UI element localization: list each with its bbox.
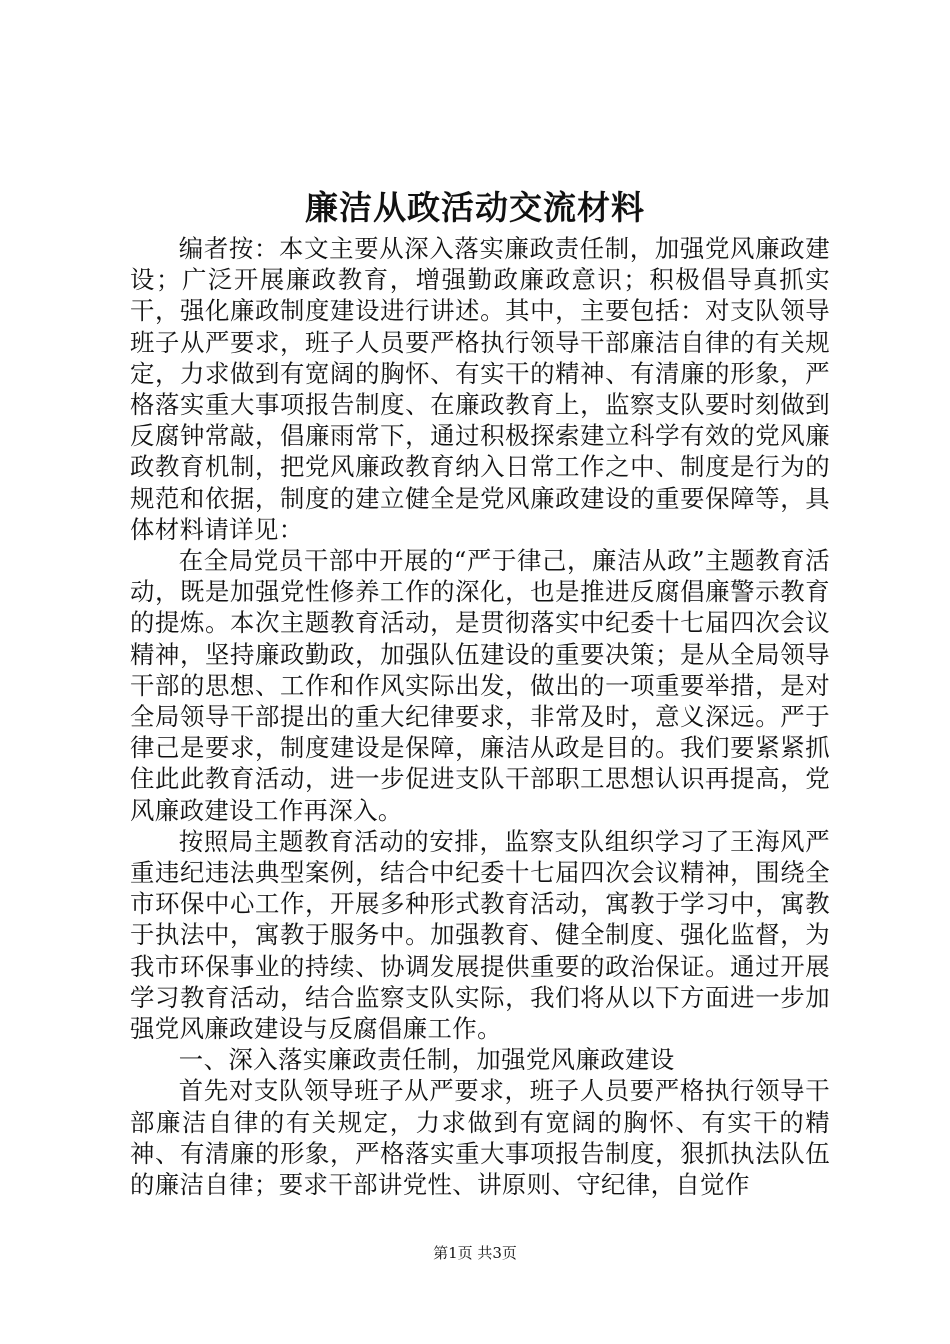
document-title: 廉洁从政活动交流材料 <box>305 188 645 227</box>
section-heading-1: 一、深入落实廉政责任制，加强党风廉政建设 <box>178 1045 675 1075</box>
paragraph-activities: 按照局主题教育活动的安排，监察支队组织学习了王海风严重违纪违法典型案例，结合中纪委十七届四次会议精神，围绕全市环保中心工作，开展多种形式教育活动，寓教于学习中，寓教于执法中，寓教于服务中。加强教育、健全制度、强化监督，为我市环保事业的持续、协调发展提供重要的政治保证。通过开展学习教育活动，结合监察支队实际，我们将从以下方面进一步加强党风廉政建设与反腐倡廉工作。 <box>130 826 830 1044</box>
paragraph-intro: 在全局党员干部中开展的“严于律己，廉洁从政”主题教育活动，既是加强党性修养工作的深化，也是推进反腐倡廉警示教育的提炼。本次主题教育活动，是贯彻落实中纪委十七届四次会议精神，坚持廉政勤政，加强队伍建设的重要决策；是从全局领导干部的思想、工作和作风实际出发，做出的一项重要举措，是对全局领导干部提出的重大纪律要求，非常及时，意义深远。严于律己是要求，制度建设是保障，廉洁从政是目的。我们要紧紧抓住此此教育活动，进一步促进支队干部职工思想认识再提高，党风廉政建设工作再深入。 <box>130 546 830 825</box>
document-body <box>130 233 830 1200</box>
paragraph-section-1: 首先对支队领导班子从严要求，班子人员要严格执行领导干部廉洁自律的有关规定，力求做到有宽阔的胸怀、有实干的精神、有清廉的形象，严格落实重大事项报告制度，狠抓执法队伍的廉洁自律；要求干部讲党性、讲原则、守纪律，自觉作 <box>130 1076 830 1200</box>
paragraph-editor-note: 编者按：本文主要从深入落实廉政责任制，加强党风廉政建设；广泛开展廉政教育，增强勤政廉政意识；积极倡导真抓实干，强化廉政制度建设进行讲述。其中，主要包括：对支队领导班子从严要求，班子人员要严格执行领导干部廉洁自律的有关规定，力求做到有宽阔的胸怀、有实干的精神、有清廉的形象，严格落实重大事项报告制度、在廉政教育上，监察支队要时刻做到反腐钟常敲，倡廉雨常下，通过积极探索建立科学有效的党风廉政教育机制，把党风廉政教育纳入日常工作之中、制度是行为的规范和依据，制度的建立健全是党风廉政建设的重要保障等，具体材料请详见： <box>130 234 830 544</box>
page-number-footer: 第1页 共3页 <box>433 1244 517 1262</box>
